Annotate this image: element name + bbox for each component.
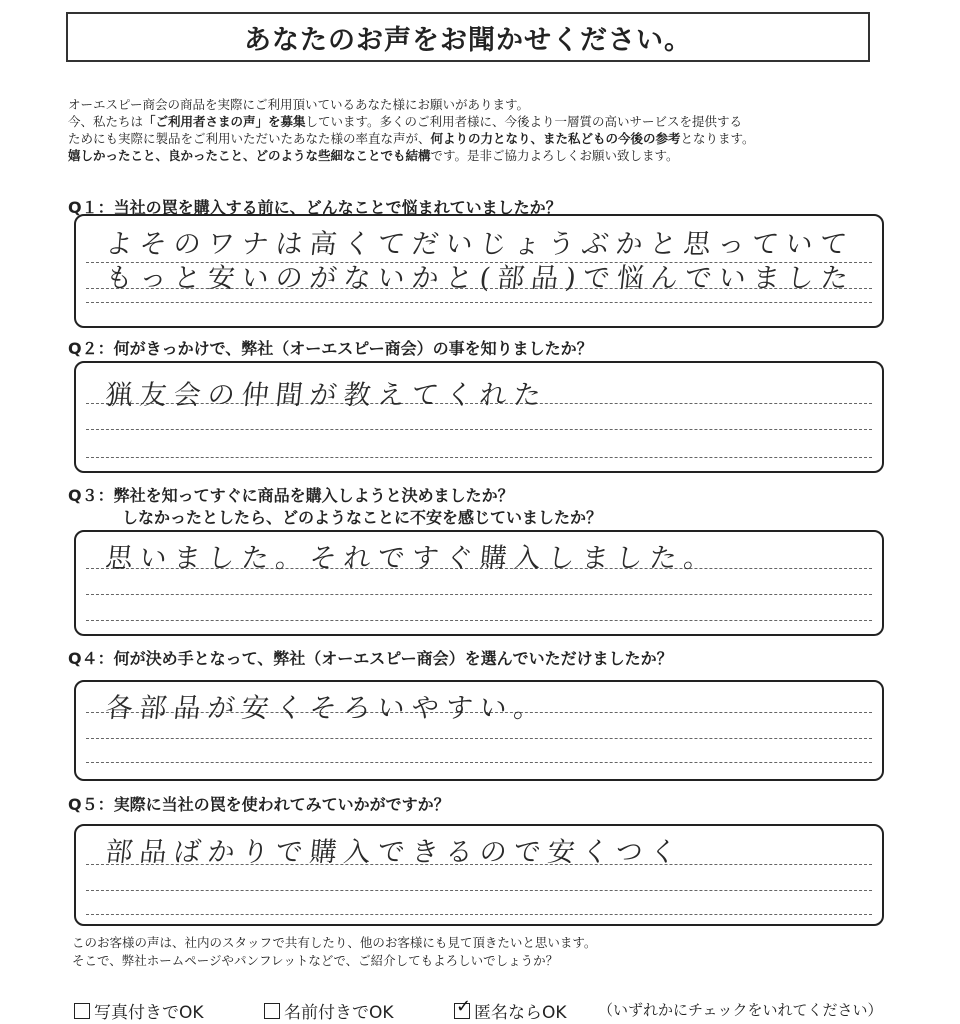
intro-line-2: 今、私たちは「ご利用者さまの声」を募集しています。多くのご利用者様に、今後より一層質の高いサービスを提供する [68,114,743,129]
intro-text [68,96,918,164]
answer-2-line-1: 猟友会の仲間が教えてくれた [104,380,550,411]
answer-4-line-1: 各部品が安くそろいやすい。 [104,693,550,724]
check-instruction: （いずれかにチェックをいれてください） [598,1001,883,1019]
answer-1-line-2: もっと安いのがないかと(部品)で悩んでいました [104,263,857,294]
name-ok-option[interactable] [264,998,394,1023]
name-ok-label: 名前付きでOK [284,1003,394,1023]
question-1-label: Q１：当社の罠を購入する前に、どんなことで悩まれていましたか？ [68,198,562,217]
answer-box-2 [74,361,884,473]
name-ok-checkbox[interactable] [264,1003,280,1019]
question-5-label: Q５：実際に当社の罠を使われてみていかがですか？ [68,795,450,814]
answer-5-line-1: 部品ばかりで購入できるので安くつく [104,837,686,868]
consent-line-1: このお客様の声は、社内のスタッフで共有したり、他のお客様にも見て頂きたいと思います。 [72,935,597,950]
answer-box-5 [74,824,884,926]
photo-ok-option[interactable] [74,998,204,1023]
intro-line-3: ためにも実際に製品をご利用いただいたあなた様の率直な声が、何よりの力となり、また私どもの今後の参考となります。 [68,131,755,146]
intro-line-1: オーエスピー商会の商品を実際にご利用頂いているあなた様にお願いがあります。 [68,97,530,112]
answer-box-1 [74,214,884,328]
form-title: あなたのお声をお聞かせください。 [66,12,870,62]
question-4-label: Q４：何が決め手となって、弊社（オーエスピー商会）を選んでいただけましたか？ [68,649,673,668]
answer-box-3 [74,530,884,636]
question-2-label: Q２：何がきっかけで、弊社（オーエスピー商会）の事を知りましたか？ [68,339,593,358]
question-3-line-2: しなかったとしたら、どのようなことに不安を感じていましたか？ [122,508,603,527]
intro-line-4: 嬉しかったこと、良かったこと、どのような些細なことでも結構です。是非ご協力よろしくお願い致します。 [68,148,679,163]
photo-ok-label: 写真付きでOK [94,1003,204,1023]
photo-ok-checkbox[interactable] [74,1003,90,1019]
anonymous-ok-checkbox[interactable] [454,995,472,1019]
answer-3-line-1: 思いました。それですぐ購入しました。 [104,543,720,574]
answer-box-4 [74,680,884,781]
question-3-line-1: Q３：弊社を知ってすぐに商品を購入しようと決めましたか？ [68,486,514,505]
anonymous-ok-label: 匿名ならOK [474,1003,567,1023]
consent-text [72,934,922,970]
answer-1-line-1: よそのワナは高くてだいじょうぶかと思っていて [104,229,856,260]
consent-line-2: そこで、弊社ホームページやパンフレットなどで、ご紹介してもよろしいでしょうか？ [72,953,559,968]
consent-options [74,995,954,1023]
question-3-label [68,485,602,529]
check-mark-icon: ✓ [456,995,472,1017]
anonymous-ok-option[interactable] [454,995,567,1023]
